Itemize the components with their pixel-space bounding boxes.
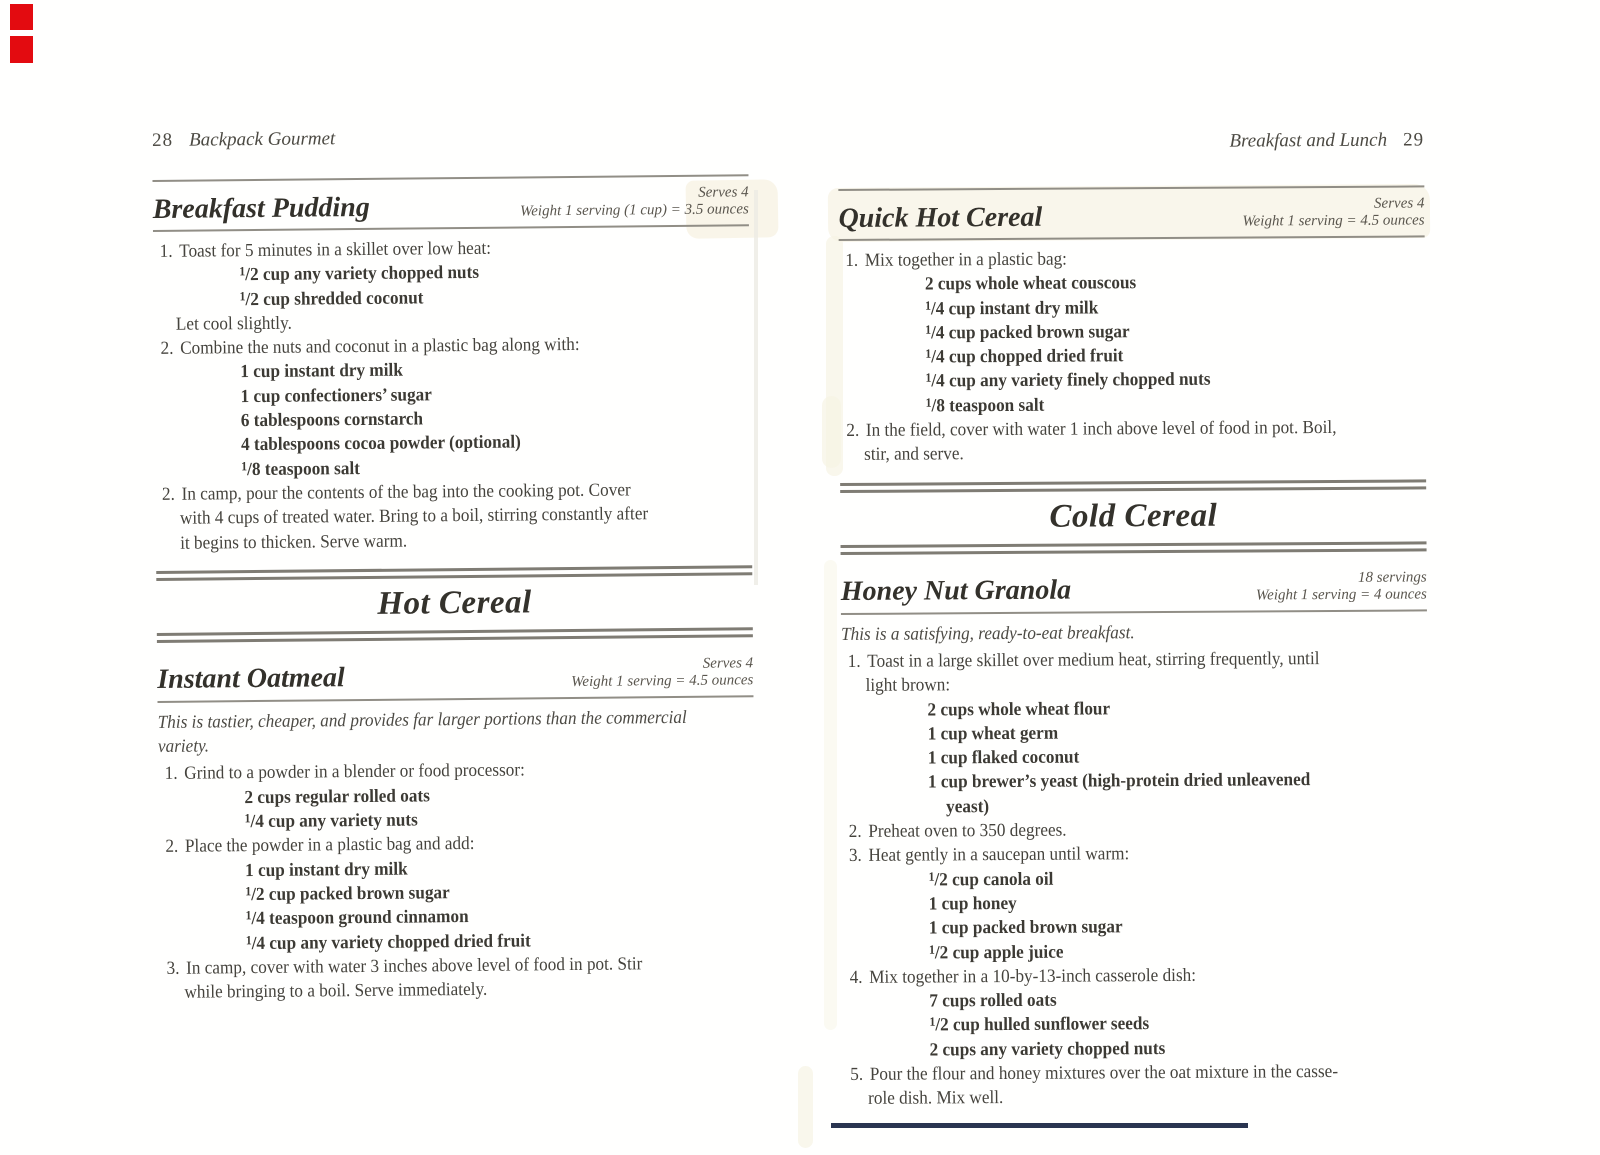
step-number: 1. xyxy=(164,764,178,785)
step-text: Mix together in a 10-by-13-inch casserole dish: xyxy=(869,965,1197,988)
step-text: Toast for 5 minutes in a skillet over low heat: xyxy=(179,238,492,262)
recipe-title: Honey Nut Granola xyxy=(840,574,1072,608)
step-line xyxy=(842,817,1387,845)
step-number: 2. xyxy=(848,821,862,842)
red-scan-mark-top xyxy=(10,4,33,30)
recipe-title: Instant Oatmeal xyxy=(157,662,345,696)
step-text: Grind to a powder in a blender or food processor: xyxy=(184,760,525,785)
recipe-header xyxy=(838,185,1424,241)
ingredient-line: $^1$/2 cup hulled sunflower seeds xyxy=(929,1014,1150,1036)
ingredient-line: 7 cups rolled oats xyxy=(929,990,1057,1012)
step-line xyxy=(843,962,1388,990)
section-title: Cold Cereal xyxy=(1049,497,1218,535)
ingredient-line: 1 cup flaked coconut xyxy=(927,747,1080,769)
serves-info xyxy=(571,650,753,691)
step-number: 2. xyxy=(165,837,179,858)
ingredient-line: $^1$/2 cup apple juice xyxy=(928,942,1064,963)
section-header xyxy=(156,565,753,643)
body-line: Let cool slightly. xyxy=(175,313,292,335)
page-number: 28 xyxy=(152,129,174,151)
ingredient-line: $^1$/4 cup packed brown sugar xyxy=(925,322,1130,344)
step-line-continuation: role dish. Mix well. xyxy=(868,1088,1004,1110)
step-line xyxy=(840,416,1385,444)
step-line xyxy=(839,246,1384,274)
step-text: Toast in a large skillet over medium heat, stirring frequently, until xyxy=(867,649,1320,672)
ingredient-line: 1 cup packed brown sugar xyxy=(928,917,1123,939)
running-title: Breakfast and Lunch xyxy=(1229,129,1388,152)
page-left xyxy=(152,124,756,1005)
paper-patch xyxy=(822,396,841,468)
ingredient-line: 2 cups any variety chopped nuts xyxy=(929,1038,1166,1061)
step-line xyxy=(841,647,1386,675)
recipe-note xyxy=(841,619,1427,647)
red-scan-mark-bottom xyxy=(10,36,33,63)
serves-info xyxy=(1242,190,1424,230)
serves-line: Serves 4 xyxy=(702,655,754,672)
ingredient-line: 1 cup honey xyxy=(928,893,1017,915)
note-line: This is tastier, cheaper, and provides far larger portions than the commercial xyxy=(157,707,687,733)
step-number: 1. xyxy=(159,241,173,262)
note-line: This is a satisfying, ready-to-eat breakfast. xyxy=(841,622,1135,645)
ingredient-line: $^1$/4 cup any variety nuts xyxy=(244,810,418,833)
step-text: Place the powder in a plastic bag and add: xyxy=(184,834,475,858)
ingredient-line: $^1$/2 cup packed brown sugar xyxy=(245,883,450,906)
step-line xyxy=(844,1060,1389,1088)
step-number: 5. xyxy=(850,1064,864,1085)
ingredient-line: $^1$/4 cup any variety finely chopped nuts xyxy=(925,370,1211,392)
serves-line: Serves 4 xyxy=(698,184,749,201)
step-line-continuation: stir, and serve. xyxy=(864,444,964,466)
step-text: Preheat oven to 350 degrees. xyxy=(868,820,1067,842)
ingredient-line: 1 cup wheat germ xyxy=(927,723,1059,745)
note-line: variety. xyxy=(157,736,210,758)
step-number: 2. xyxy=(161,484,176,505)
serves-line: Weight 1 serving = 4.5 ounces xyxy=(571,672,754,690)
ingredient-line: $^1$/4 cup instant dry milk xyxy=(925,298,1099,320)
ingredient-line: $^1$/8 teaspoon salt xyxy=(241,458,361,480)
step-line-continuation: while bringing to a boil. Serve immediately. xyxy=(184,979,488,1003)
ingredient-line: 4 tablespoons cocoa powder (optional) xyxy=(240,432,521,456)
scan-edge-shadow xyxy=(754,190,758,585)
ingredient-line: 1 cup instant dry milk xyxy=(245,859,408,881)
recipe-header-row xyxy=(157,647,753,701)
scan-line-artifact xyxy=(831,1123,1248,1128)
step-number: 3. xyxy=(848,846,862,867)
recipe-note xyxy=(158,705,754,759)
page-header-left xyxy=(152,124,748,152)
ingredient-line: $^1$/2 cup canola oil xyxy=(928,869,1054,891)
step-number: 1. xyxy=(847,651,861,672)
ingredient-line: 2 cups whole wheat couscous xyxy=(924,273,1137,295)
ingredient-line: 1 cup confectioners’ sugar xyxy=(240,385,432,407)
step-text: In camp, pour the contents of the bag into the cooking pot. Cover xyxy=(181,480,631,505)
serves-info xyxy=(1256,564,1427,604)
step-text: Heat gently in a saucepan until warm: xyxy=(868,844,1130,867)
step-number: 1. xyxy=(845,250,859,271)
step-line xyxy=(842,841,1387,869)
ingredient-line: 1 cup brewer’s yeast (high-protein dried unleavened xyxy=(927,770,1311,793)
step-number: 3. xyxy=(166,958,180,979)
page-body-right xyxy=(838,185,1430,1111)
section-header xyxy=(840,479,1426,555)
ingredient-line: $^1$/4 teaspoon ground cinnamon xyxy=(245,907,469,930)
serves-line: 18 servings xyxy=(1357,569,1427,586)
recipe-header-row xyxy=(152,176,748,230)
serves-line: Weight 1 serving = 4 ounces xyxy=(1255,586,1427,604)
page-number: 29 xyxy=(1402,129,1425,151)
ingredient-line: $^1$/2 cup shredded coconut xyxy=(239,287,424,310)
section-title: Hot Cereal xyxy=(377,584,532,622)
serves-line: Weight 1 serving (1 cup) = 3.5 ounces xyxy=(520,201,749,220)
serves-line: Serves 4 xyxy=(1373,195,1425,212)
ingredient-line: 1 cup instant dry milk xyxy=(240,361,403,383)
ingredient-line: $^1$/4 cup chopped dried fruit xyxy=(925,346,1124,368)
step-number: 2. xyxy=(160,338,174,360)
step-text: Pour the flour and honey mixtures over the oat mixture in the casse- xyxy=(869,1061,1339,1085)
serves-info xyxy=(520,179,749,220)
page-body-left xyxy=(152,174,756,1005)
step-number: 2. xyxy=(846,420,860,442)
page-header-right xyxy=(838,129,1424,155)
step-line-continuation: with 4 cups of treated water. Bring to a boil, stirring constantly after xyxy=(179,504,649,530)
page-right xyxy=(838,129,1430,1111)
paper-patch xyxy=(824,560,837,1030)
recipe-title: Breakfast Pudding xyxy=(152,191,370,225)
recipe-header xyxy=(841,561,1427,615)
recipe-header xyxy=(157,647,753,703)
ingredient-line: $^1$/4 cup any variety chopped dried fruit xyxy=(245,930,531,954)
step-line-continuation: it begins to thicken. Serve warm. xyxy=(180,531,408,554)
ingredient-line: $^1$/8 teaspoon salt xyxy=(925,395,1045,417)
recipe-title: Quick Hot Cereal xyxy=(838,201,1043,234)
serves-line: Weight 1 serving = 4.5 ounces xyxy=(1242,212,1425,230)
running-title: Backpack Gourmet xyxy=(188,128,336,151)
recipe-header xyxy=(152,174,748,232)
step-text: In camp, cover with water 3 inches above level of food in pot. Stir xyxy=(185,954,643,979)
ingredient-line: $^1$/2 cup any variety chopped nuts xyxy=(239,263,480,286)
ingredient-line: yeast) xyxy=(946,796,990,818)
ingredient-line: 2 cups whole wheat flour xyxy=(927,698,1111,721)
step-number: 4. xyxy=(849,967,863,988)
recipe-header-row xyxy=(838,187,1424,239)
step-text: Mix together in a plastic bag: xyxy=(864,249,1067,271)
step-text: In the field, cover with water 1 inch above level of food in pot. Boil, xyxy=(865,418,1337,441)
ingredient-line: 6 tablespoons cornstarch xyxy=(240,409,424,432)
recipe-header-row xyxy=(841,561,1427,613)
step-text: Combine the nuts and coconut in a plastic bag along with: xyxy=(180,335,580,359)
ingredient-line: 2 cups regular rolled oats xyxy=(244,786,430,808)
paper-patch xyxy=(798,1066,813,1148)
step-line-continuation: light brown: xyxy=(865,675,951,697)
